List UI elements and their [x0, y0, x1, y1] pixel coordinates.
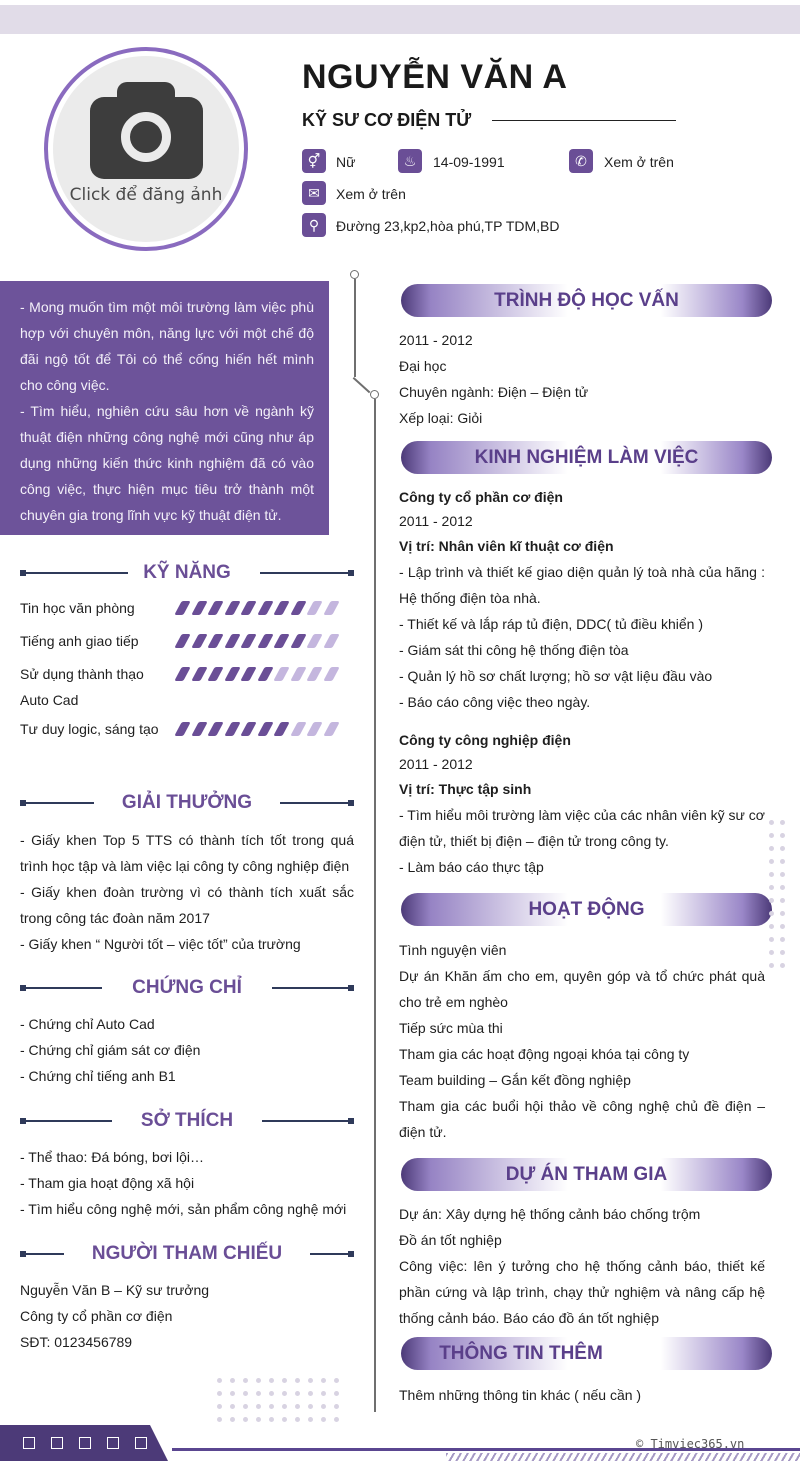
decorative-dot	[321, 1417, 326, 1422]
section-divider	[20, 987, 102, 989]
additional-text: Thêm những thông tin khác ( nếu cần )	[399, 1387, 642, 1403]
decorative-dot	[769, 846, 774, 851]
skill-level-stripe	[191, 722, 207, 736]
section-divider	[272, 987, 354, 989]
skill-level-bar	[178, 667, 348, 681]
decorative-dot	[243, 1391, 248, 1396]
references-title: NGƯỜI THAM CHIẾU	[91, 1243, 283, 1264]
skill-level-stripe	[323, 667, 339, 681]
decorative-dot	[295, 1404, 300, 1409]
skill-level-stripe	[290, 601, 306, 615]
section-marker	[348, 1251, 354, 1257]
career-objective	[0, 281, 329, 535]
timeline-dot	[370, 390, 379, 399]
mail-icon: ✉	[302, 181, 326, 205]
decorative-dot	[256, 1391, 261, 1396]
decorative-dot	[769, 924, 774, 929]
decorative-dot	[321, 1378, 326, 1383]
decorative-dot	[282, 1404, 287, 1409]
skill-level-stripe	[306, 601, 322, 615]
skill-level-stripe	[207, 667, 223, 681]
skill-level-stripe	[191, 634, 207, 648]
skill-label: Sử dụng thành thạo Auto Cad	[20, 666, 144, 708]
skill-level-stripe	[273, 722, 289, 736]
education-title: TRÌNH ĐỘ HỌC VẤN	[494, 290, 679, 311]
decorative-dot	[769, 963, 774, 968]
decorative-dot-grid	[769, 820, 791, 968]
decorative-dot	[769, 911, 774, 916]
decorative-dot	[256, 1417, 261, 1422]
section-marker	[348, 570, 354, 576]
decorative-dot	[243, 1378, 248, 1383]
timeline-line	[354, 279, 356, 377]
job-company: Công ty công nghiệp điện	[399, 732, 571, 748]
decorative-dot-grid	[217, 1378, 347, 1422]
references-text: Nguyễn Văn B – Kỹ sư trưởng Công ty cổ phần cơ điện SĐT: 0123456789	[20, 1282, 210, 1350]
skill-level-stripe	[257, 601, 273, 615]
skill-level-stripe	[174, 722, 190, 736]
decorative-dot	[256, 1404, 261, 1409]
camera-lens-icon	[121, 112, 171, 162]
timeline-line	[374, 399, 376, 1412]
email-value: Xem ở trên	[336, 186, 406, 202]
decorative-dot	[308, 1391, 313, 1396]
skill-level-stripe	[273, 634, 289, 648]
skill-level-stripe	[191, 667, 207, 681]
decorative-dot	[780, 963, 785, 968]
decorative-dot	[295, 1391, 300, 1396]
job-description: - Lập trình và thiết kế giao diện quản lý toà nhà của hãng : Hệ thống điện tòa nhà. - Thiết kế và lắp ráp tủ điện, DDC( tủ điều khiển ) - Giám sát thi công hệ thống điện tòa - Quản lý hồ sơ chất lượng; hồ sơ vật liệu đầu vào - Báo cáo công việc theo ngày.	[399, 564, 765, 710]
decorative-dot	[769, 937, 774, 942]
job-period: 2011 - 2012	[399, 513, 473, 529]
gender-value: Nữ	[336, 154, 356, 170]
decorative-dot	[256, 1378, 261, 1383]
decorative-dot	[780, 833, 785, 838]
activities-title: HOẠT ĐỘNG	[528, 899, 645, 920]
skill-level-stripe	[207, 601, 223, 615]
decorative-dot	[308, 1417, 313, 1422]
decorative-dot	[217, 1417, 222, 1422]
decorative-dot	[780, 859, 785, 864]
decorative-dot	[230, 1391, 235, 1396]
decorative-dot	[269, 1391, 274, 1396]
footer-square	[107, 1437, 119, 1449]
decorative-dot	[243, 1417, 248, 1422]
decorative-dot	[780, 846, 785, 851]
skill-level-stripe	[306, 667, 322, 681]
footer-hatch	[446, 1453, 800, 1461]
decorative-dot	[269, 1378, 274, 1383]
decorative-dot	[334, 1417, 339, 1422]
skill-level-stripe	[323, 601, 339, 615]
cake-icon: ♨	[398, 149, 422, 173]
decorative-dot	[769, 898, 774, 903]
candidate-name: NGUYỄN VĂN A	[302, 58, 568, 96]
decorative-dot	[769, 872, 774, 877]
decorative-dot	[308, 1378, 313, 1383]
decorative-dot	[295, 1417, 300, 1422]
top-band	[0, 5, 800, 34]
skill-level-stripe	[290, 722, 306, 736]
decorative-dot	[780, 872, 785, 877]
skills-title: KỸ NĂNG	[143, 562, 231, 583]
skill-level-stripe	[257, 634, 273, 648]
decorative-dot	[282, 1391, 287, 1396]
decorative-dot	[321, 1391, 326, 1396]
decorative-dot	[269, 1417, 274, 1422]
hobbies-title: SỞ THÍCH	[140, 1110, 234, 1131]
decorative-dot	[217, 1391, 222, 1396]
decorative-dot	[769, 859, 774, 864]
job-period: 2011 - 2012	[399, 756, 473, 772]
decorative-dot	[780, 885, 785, 890]
awards-text: - Giấy khen Top 5 TTS có thành tích tốt trong quá trình học tập và làm việc lại công ty công nghiệp điện - Giấy khen đoàn trường vì có thành tích xuất sắc trong công tác đoàn năm 2017 - Giấy khen “ Người tốt – việc tốt” của trường	[20, 832, 354, 952]
section-marker	[348, 985, 354, 991]
skill-level-stripe	[224, 634, 240, 648]
section-divider	[20, 572, 128, 574]
skill-level-bar	[178, 722, 348, 736]
skill-level-stripe	[323, 634, 339, 648]
timeline-dot-top	[350, 270, 359, 279]
location-pin-icon: ⚲	[302, 213, 326, 237]
skill-level-stripe	[207, 722, 223, 736]
skill-level-stripe	[240, 722, 256, 736]
skill-level-stripe	[207, 634, 223, 648]
footer-square	[79, 1437, 91, 1449]
career-objective-text: - Mong muốn tìm một môi trường làm việc phù hợp với chuyên môn, năng lực với một chế độ đãi ngộ tốt để Tôi có thể cống hiến hết mình cho công việc. - Tìm hiểu, nghiên cứu sâu hơn về ngành kỹ thuật điện những công nghệ mới cũng như áp dụng những kiến thức kinh nghiệm đã có vào công việc, thực hiện mục tiêu trở thành một chuyên gia trong lĩnh vực kỹ thuật điện tử.	[20, 299, 314, 523]
decorative-dot	[295, 1378, 300, 1383]
job-title-divider	[492, 120, 676, 121]
section-divider	[262, 1120, 354, 1122]
projects-title: DỰ ÁN THAM GIA	[505, 1164, 668, 1185]
footer-square	[135, 1437, 147, 1449]
phone-icon: ✆	[569, 149, 593, 173]
skill-level-stripe	[240, 601, 256, 615]
section-divider	[260, 572, 354, 574]
timeline-line	[353, 377, 370, 393]
skill-level-stripe	[191, 601, 207, 615]
job-position: Vị trí: Nhân viên kĩ thuật cơ điện	[399, 538, 614, 554]
projects-text: Dự án: Xây dựng hệ thống cảnh báo chống trộm Đồ án tốt nghiệp Công việc: lên ý tưởng cho hệ thống cảnh báo, thiết kế phần cứng và lập trình, chạy thử nghiệm và nâng cấp hệ thống cảnh báo. Báo cáo đồ án tốt nghiệp	[399, 1206, 765, 1326]
job-position: Vị trí: Thực tập sinh	[399, 781, 532, 797]
skill-level-stripe	[306, 722, 322, 736]
decorative-dot	[769, 885, 774, 890]
skill-level-stripe	[257, 722, 273, 736]
section-divider	[20, 802, 94, 804]
skill-level-stripe	[273, 601, 289, 615]
decorative-dot	[230, 1404, 235, 1409]
decorative-dot	[780, 924, 785, 929]
decorative-dot	[217, 1404, 222, 1409]
section-divider	[20, 1253, 64, 1255]
skill-level-stripe	[290, 667, 306, 681]
skill-level-bar	[178, 634, 348, 648]
decorative-dot	[780, 950, 785, 955]
section-marker	[348, 800, 354, 806]
skill-level-stripe	[290, 634, 306, 648]
decorative-dot	[321, 1404, 326, 1409]
skill-level-stripe	[224, 667, 240, 681]
skill-level-stripe	[240, 634, 256, 648]
hobbies-text: - Thể thao: Đá bóng, bơi lội… - Tham gia hoạt động xã hội - Tìm hiểu công nghệ mới, sản phẩm công nghệ mới	[20, 1149, 347, 1217]
decorative-dot	[780, 898, 785, 903]
gender-icon: ⚥	[302, 149, 326, 173]
skill-level-stripe	[174, 667, 190, 681]
decorative-dot	[308, 1404, 313, 1409]
skill-level-stripe	[273, 667, 289, 681]
certificates-title: CHỨNG CHỈ	[132, 977, 242, 998]
footer-square	[23, 1437, 35, 1449]
job-company: Công ty cổ phần cơ điện	[399, 489, 563, 505]
experience-title: KINH NGHIỆM LÀM VIỆC	[474, 447, 699, 468]
decorative-dot	[334, 1391, 339, 1396]
certificates-text: - Chứng chỉ Auto Cad - Chứng chỉ giám sát cơ điện - Chứng chỉ tiếng anh B1	[20, 1016, 201, 1084]
address-value: Đường 23,kp2,hòa phú,TP TDM,BD	[336, 218, 560, 234]
skill-label: Tin học văn phòng	[20, 600, 135, 616]
skill-level-bar	[178, 601, 348, 615]
birthday-value: 14-09-1991	[433, 154, 505, 170]
decorative-dot	[217, 1378, 222, 1383]
decorative-dot	[243, 1404, 248, 1409]
skill-level-stripe	[323, 722, 339, 736]
decorative-dot	[780, 937, 785, 942]
skill-level-stripe	[174, 601, 190, 615]
additional-title: THÔNG TIN THÊM	[439, 1343, 603, 1364]
skill-level-stripe	[257, 667, 273, 681]
section-marker	[348, 1118, 354, 1124]
decorative-dot	[334, 1404, 339, 1409]
phone-value: Xem ở trên	[604, 154, 674, 170]
activities-text: Tình nguyện viên Dự án Khăn ấm cho em, quyên góp và tổ chức phát quà cho trẻ em nghèo Tiếp sức mùa thi Tham gia các hoạt động ngoại khóa tại công ty Team building – Gắn kết đồng nghiệp Tham gia các buổi hội thảo về công nghệ chủ đề điện – điện tử.	[399, 942, 765, 1140]
decorative-dot	[230, 1378, 235, 1383]
job-description: - Tìm hiểu môi trường làm việc của các nhân viên kỹ sư cơ điện tử, thiết bị điện – điện tử trong công ty. - Làm báo cáo thực tập	[399, 807, 765, 875]
decorative-dot	[769, 820, 774, 825]
skill-level-stripe	[306, 634, 322, 648]
skill-level-stripe	[174, 634, 190, 648]
skill-level-stripe	[224, 601, 240, 615]
decorative-dot	[282, 1378, 287, 1383]
decorative-dot	[769, 833, 774, 838]
decorative-dot	[230, 1417, 235, 1422]
skill-level-stripe	[224, 722, 240, 736]
section-divider	[280, 802, 354, 804]
job-title: KỸ SƯ CƠ ĐIỆN TỬ	[302, 110, 472, 130]
skill-level-stripe	[240, 667, 256, 681]
awards-title: GIẢI THƯỞNG	[121, 792, 253, 813]
skill-label: Tư duy logic, sáng tạo	[20, 721, 159, 737]
section-divider	[20, 1120, 112, 1122]
avatar-upload-label[interactable]: Click để đăng ảnh	[69, 185, 223, 205]
education-text: 2011 - 2012 Đại học Chuyên ngành: Điện – Điện tử Xếp loại: Giỏi	[399, 332, 589, 426]
decorative-dot	[334, 1378, 339, 1383]
decorative-dot	[269, 1404, 274, 1409]
decorative-dot	[769, 950, 774, 955]
skill-label: Tiếng anh giao tiếp	[20, 633, 139, 649]
footer-square	[51, 1437, 63, 1449]
decorative-dot	[282, 1417, 287, 1422]
watermark: © Timviec365.vn	[636, 1437, 745, 1451]
decorative-dot	[780, 911, 785, 916]
decorative-dot	[780, 820, 785, 825]
